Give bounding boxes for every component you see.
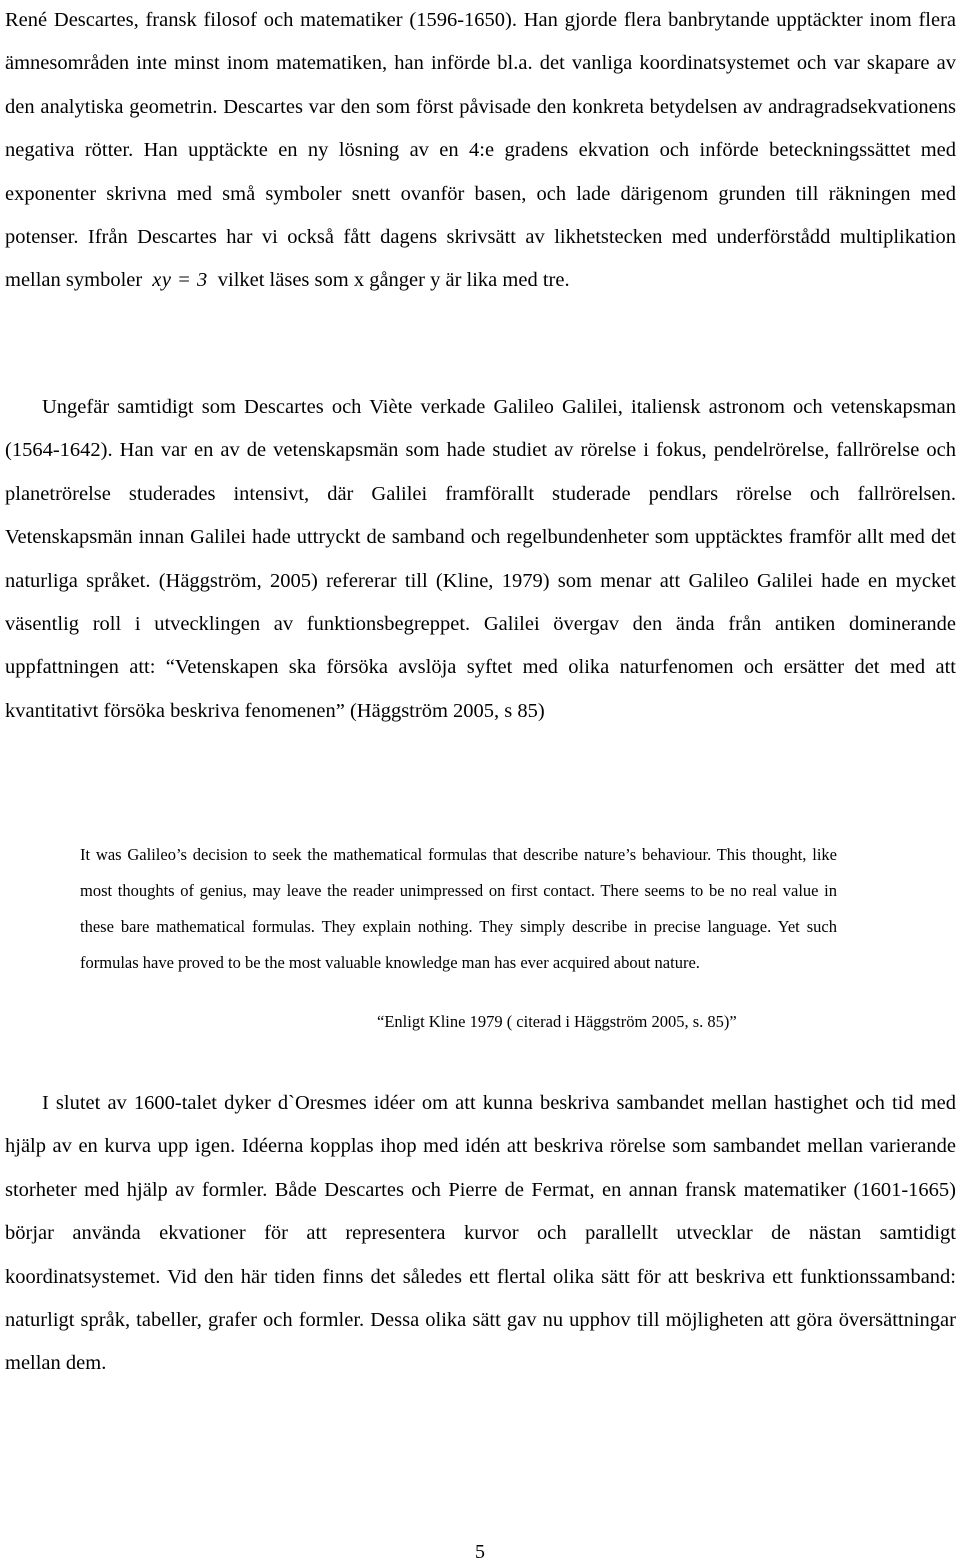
paragraph-descartes-text-end: vilket läses som x gånger y är lika med tre. (217, 269, 570, 292)
paragraph-descartes (5, 0, 956, 303)
paragraph-galilei (5, 386, 956, 733)
formula-xy-equals-3: xy = 3 (152, 269, 208, 292)
block-quote-text: It was Galileo’s decision to seek the mathematical formulas that describe nature’s behaviour. This thought, like most thoughts of genius, may leave the reader unimpressed on first contact. There seems to be no real value in these bare mathematical formulas. They explain nothing. They simply describe in precise language. Yet such formulas have proved to be the most valuable knowledge man has ever acquired about nature. (80, 844, 837, 973)
page-number: 5 (475, 1541, 485, 1563)
paragraph-galilei-text: Ungefär samtidigt som Descartes och Viète verkade Galileo Galilei, italiensk astronom och vetenskapsman (1564-1642). Han var en av de vetenskapsmän som hade studiet av rörelse i fokus, pendelrörelse, fallrörelse och planetrörelse studerades intensivt, där Galilei framförallt studerade pendlars rörelse och fallrörelsen. Vetenskapsmän innan Galilei hade uttryckt de samband och regelbundenheter som upptäcktes framför allt med det naturliga språket. (Häggström, 2005) refererar till (Kline, 1979) som menar att Galileo Galilei hade en mycket väsentlig roll i utvecklingen av funktionsbegreppet. Galilei övergav den ända från antiken dominerande uppfattningen att: “Vetenskapen ska försöka avslöja syftet med olika naturfenomen och ersätter det med att kvantitativt försöka beskriva fenomenen” (Häggström 2005, s 85) (5, 396, 956, 722)
paragraph-oresme (5, 1082, 956, 1386)
paragraph-descartes-text: René Descartes, fransk filosof och matematiker (1596-1650). Han gjorde flera banbrytande upptäckter inom flera ämnesområden inte minst inom matematiken, han införde bl.a. det vanliga koordinatsystemet och var skapare av den analytiska geometrin. Descartes var den som först påvisade den konkreta betydelsen av andragradsekvationens negativa rötter. Han upptäckte en ny lösning av en 4:e gradens ekvation och införde beteckningssättet med exponenter skrivna med små symboler snett ovanför basen, och lade därigenom grunden till räkningen med potenser. Ifrån Descartes har vi också fått dagens skrivsätt av likhetstecken med underförstådd multiplikation mellan symboler (5, 9, 956, 292)
quote-citation: “Enligt Kline 1979 ( citerad i Häggström 2005, s. 85)” (377, 1012, 737, 1031)
paragraph-oresme-text: I slutet av 1600-talet dyker d`Oresmes idéer om att kunna beskriva sambandet mellan hastighet och tid med hjälp av en kurva upp igen. Idéerna kopplas ihop med idén att beskriva rörelse som sambandet mellan varierande storheter med hjälp av formler. Både Descartes och Pierre de Fermat, en annan fransk matematiker (1601-1665) börjar använda ekvationer för att representera kurvor och parallellt utvecklar de nästan samtidigt koordinatsystemet. Vid den här tiden finns det således ett flertal olika sätt för att beskriva ett funktionssamband: naturligt språk, tabeller, grafer och formler. Dessa olika sätt gav nu upphov till möjligheten att göra översättningar mellan dem. (5, 1092, 956, 1375)
block-quote (80, 837, 837, 982)
